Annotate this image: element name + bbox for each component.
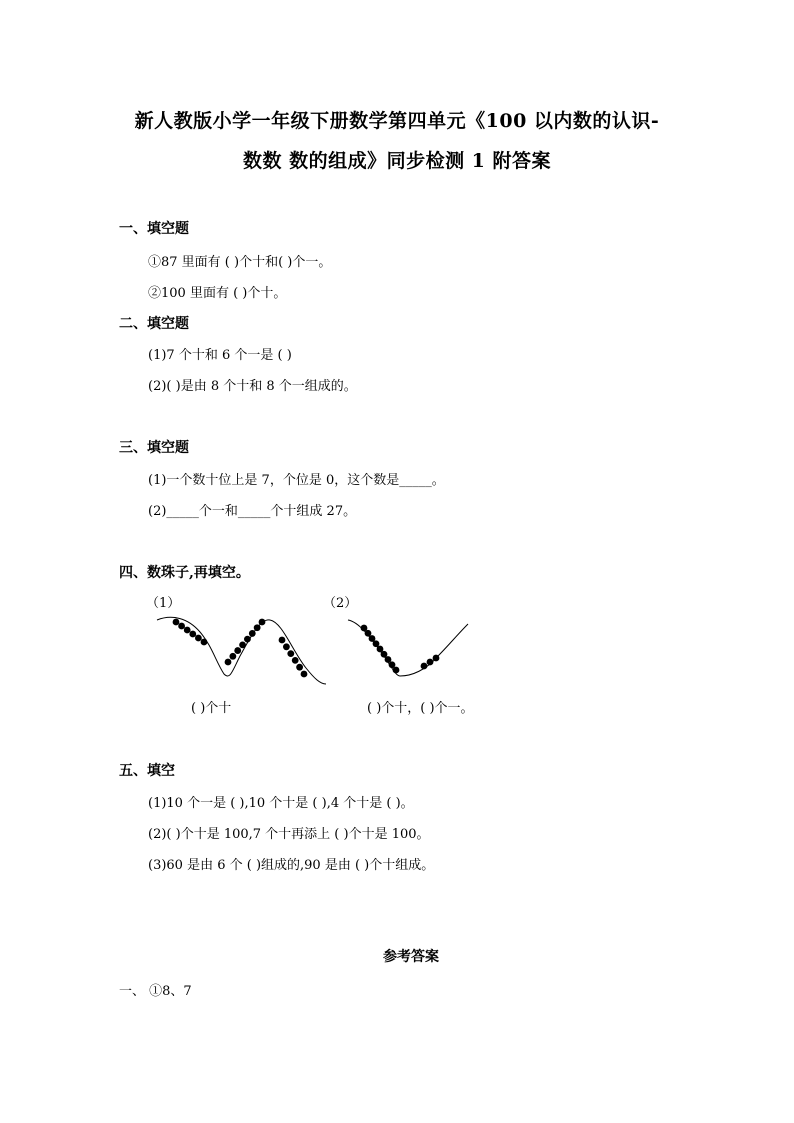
bead [279,637,286,644]
bead [239,641,246,648]
bead [229,653,236,660]
bead [301,671,308,678]
bead [296,664,303,671]
doc-title-line-2: 数数 数的组成》同步检测 1 附答案 [242,150,552,172]
beads-label-2: （2） [323,596,358,611]
section-2-q1: (1)7 个十和 6 个一是 ( ) [148,348,292,363]
section-3-heading: 三、填空题 [119,440,189,456]
bead [184,627,191,634]
answers-line-1: 一、 ①8、7 [119,984,192,999]
bead [201,639,208,646]
section-2-q2: (2)( )是由 8 个十和 8 个一组成的。 [148,379,357,394]
section-3-q1: (1)一个数十位上是 7，个位是 0，这个数是_____。 [148,473,445,488]
bead [249,630,256,637]
beads-caption-1: ( )个十 [191,701,232,716]
section-5-q2: (2)( )个十是 100,7 个十再添上 ( )个十是 100。 [148,827,430,842]
doc-title-line-1: 新人教版小学一年级下册数学第四单元《100 以内数的认识- [134,110,660,132]
bead [287,650,294,657]
section-1-heading: 一、填空题 [119,221,189,237]
beads-caption-2: ( )个十，( )个一。 [367,701,474,716]
beads-label-1: （1） [146,596,181,611]
bead [189,631,196,638]
bead [225,659,232,666]
bead [254,624,261,631]
bead-string-2 [340,612,480,682]
section-1-q2: ②100 里面有 ( )个十。 [148,286,287,301]
bead [195,635,202,642]
bead [421,663,428,670]
bead [283,643,290,650]
section-2-heading: 二、填空题 [119,316,189,332]
bead [234,647,241,654]
bead-string-1 [150,612,340,692]
section-3-q2: (2)_____个一和_____个十组成 27。 [148,504,357,519]
bead [178,623,185,630]
bead [173,619,180,626]
beads-group-1 [173,619,308,678]
section-5-heading: 五、填空 [119,763,175,779]
section-4-heading: 四、数珠子,再填空。 [119,565,250,581]
bead [433,655,440,662]
bead [244,636,251,643]
section-5-q3: (3)60 是由 6 个 ( )组成的,90 是由 ( )个十组成。 [148,858,435,873]
bead [292,657,299,664]
section-5-q1: (1)10 个一是 ( ),10 个十是 ( ),4 个十是 ( )。 [148,796,414,811]
bead [393,667,400,674]
answers-title: 参考答案 [383,949,439,965]
bead [259,619,266,626]
section-1-q1: ①87 里面有 ( )个十和( )个一。 [148,255,332,270]
bead [427,659,434,666]
